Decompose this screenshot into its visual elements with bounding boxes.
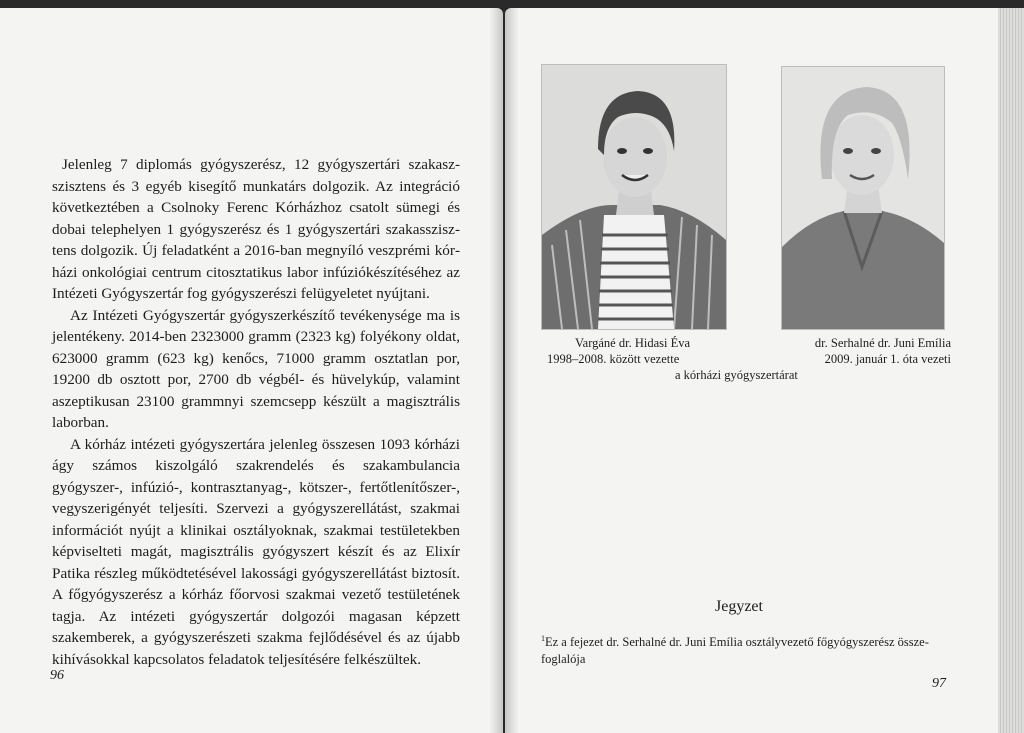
left-page-gutter-shadow: [489, 8, 503, 733]
page-number-right: 97: [932, 676, 946, 691]
right-page: [505, 8, 1024, 733]
portrait-right-image: [782, 67, 944, 329]
page-number-left: 96: [50, 668, 64, 683]
caption-right-period: 2009. január 1. óta vezeti: [824, 351, 951, 366]
caption-right-name: dr. Serhalné dr. Juni Emília: [814, 336, 951, 350]
caption-left: [547, 336, 691, 367]
page-edges: [998, 8, 1024, 733]
footnote-marker: 1: [541, 634, 545, 643]
paragraph: Az Intézeti Gyógyszertár gyógyszerkészítő tevékenysége ma is jelentékeny. 2014-ben 2323000 gramm (2323 kg) folyékony oldat, 623000 gramm (623 kg) kenőcs, 71000 gramm osztatlan por, 19200 db osztott por, 2700 db végbél- és hüvelykúp, valamint aszeptikusan 23100 grammnyi szemcsepp készült a magisztrális laborban.: [52, 306, 460, 431]
right-page-gutter-shadow: [505, 8, 519, 733]
portrait-left-image: [542, 65, 726, 329]
paragraph: Jelenleg 7 diplomás gyógyszerész, 12 gyógyszertári szakaszszisztens és 3 egyéb kisegítő munkatárs dolgozik. Az integráció következtében a Csolnoky Ferenc Kórházhoz csatolt sümegi és dobai telephelyen 1 gyógyszerész és 1 gyógyszertári szakasszisztens dolgozik. Új feladatként a 2016-ban megnyíló veszprémi kórházi onkológiai centrum citosztatikus labor infúziókészítéséhez az Intézeti Gyógyszertár fog gyógyszerészi felügyeletet nyújtani.: [52, 156, 460, 302]
portrait-photo-left: [541, 64, 727, 330]
notes-heading: Jegyzet: [715, 598, 763, 615]
portrait-photo-right: [781, 66, 945, 330]
caption-left-period: 1998–2008. között vezette: [547, 351, 680, 366]
footnote: [541, 630, 951, 668]
caption-right: [801, 336, 951, 367]
footnote-text: Ez a fejezet dr. Serhalné dr. Juni Emília osztályvezető főgyógyszerész összefoglalója: [541, 635, 929, 667]
body-text: [52, 154, 460, 670]
caption-left-name: Vargáné dr. Hidasi Éva: [575, 336, 691, 350]
left-page: [0, 8, 503, 733]
paragraph: A kórház intézeti gyógyszertára jelenleg összesen 1093 kórházi ágy számos kiszolgáló szakrendelés és szakambulancia gyógyszer-, infúzió-, kontrasztanyag-, kötszer-, fertőtlenítőszer-, vegyszerigényét teljesíti. Szervezi a gyógyszerellátást, szakmai információt nyújt a klinikai osztályoknak, szakmai testületekben képviselteti magát, magisztrális gyógyszert készít és az Elixír Patika részleg működtetésével lakossági gyógyszerellátást biztosít. A főgyógyszerész a kórház főorvosi szakmai vezető testületének tagja. Az intézeti gyógyszertár dolgozói magasan képzett szakemberek, a gyógyszerészeti szakma fejlődésével és az újabb kihívásokkal kapcsolatos feladatok teljesítésére felkészültek.: [52, 435, 460, 668]
caption-shared: a kórházi gyógyszertárat: [675, 368, 798, 382]
